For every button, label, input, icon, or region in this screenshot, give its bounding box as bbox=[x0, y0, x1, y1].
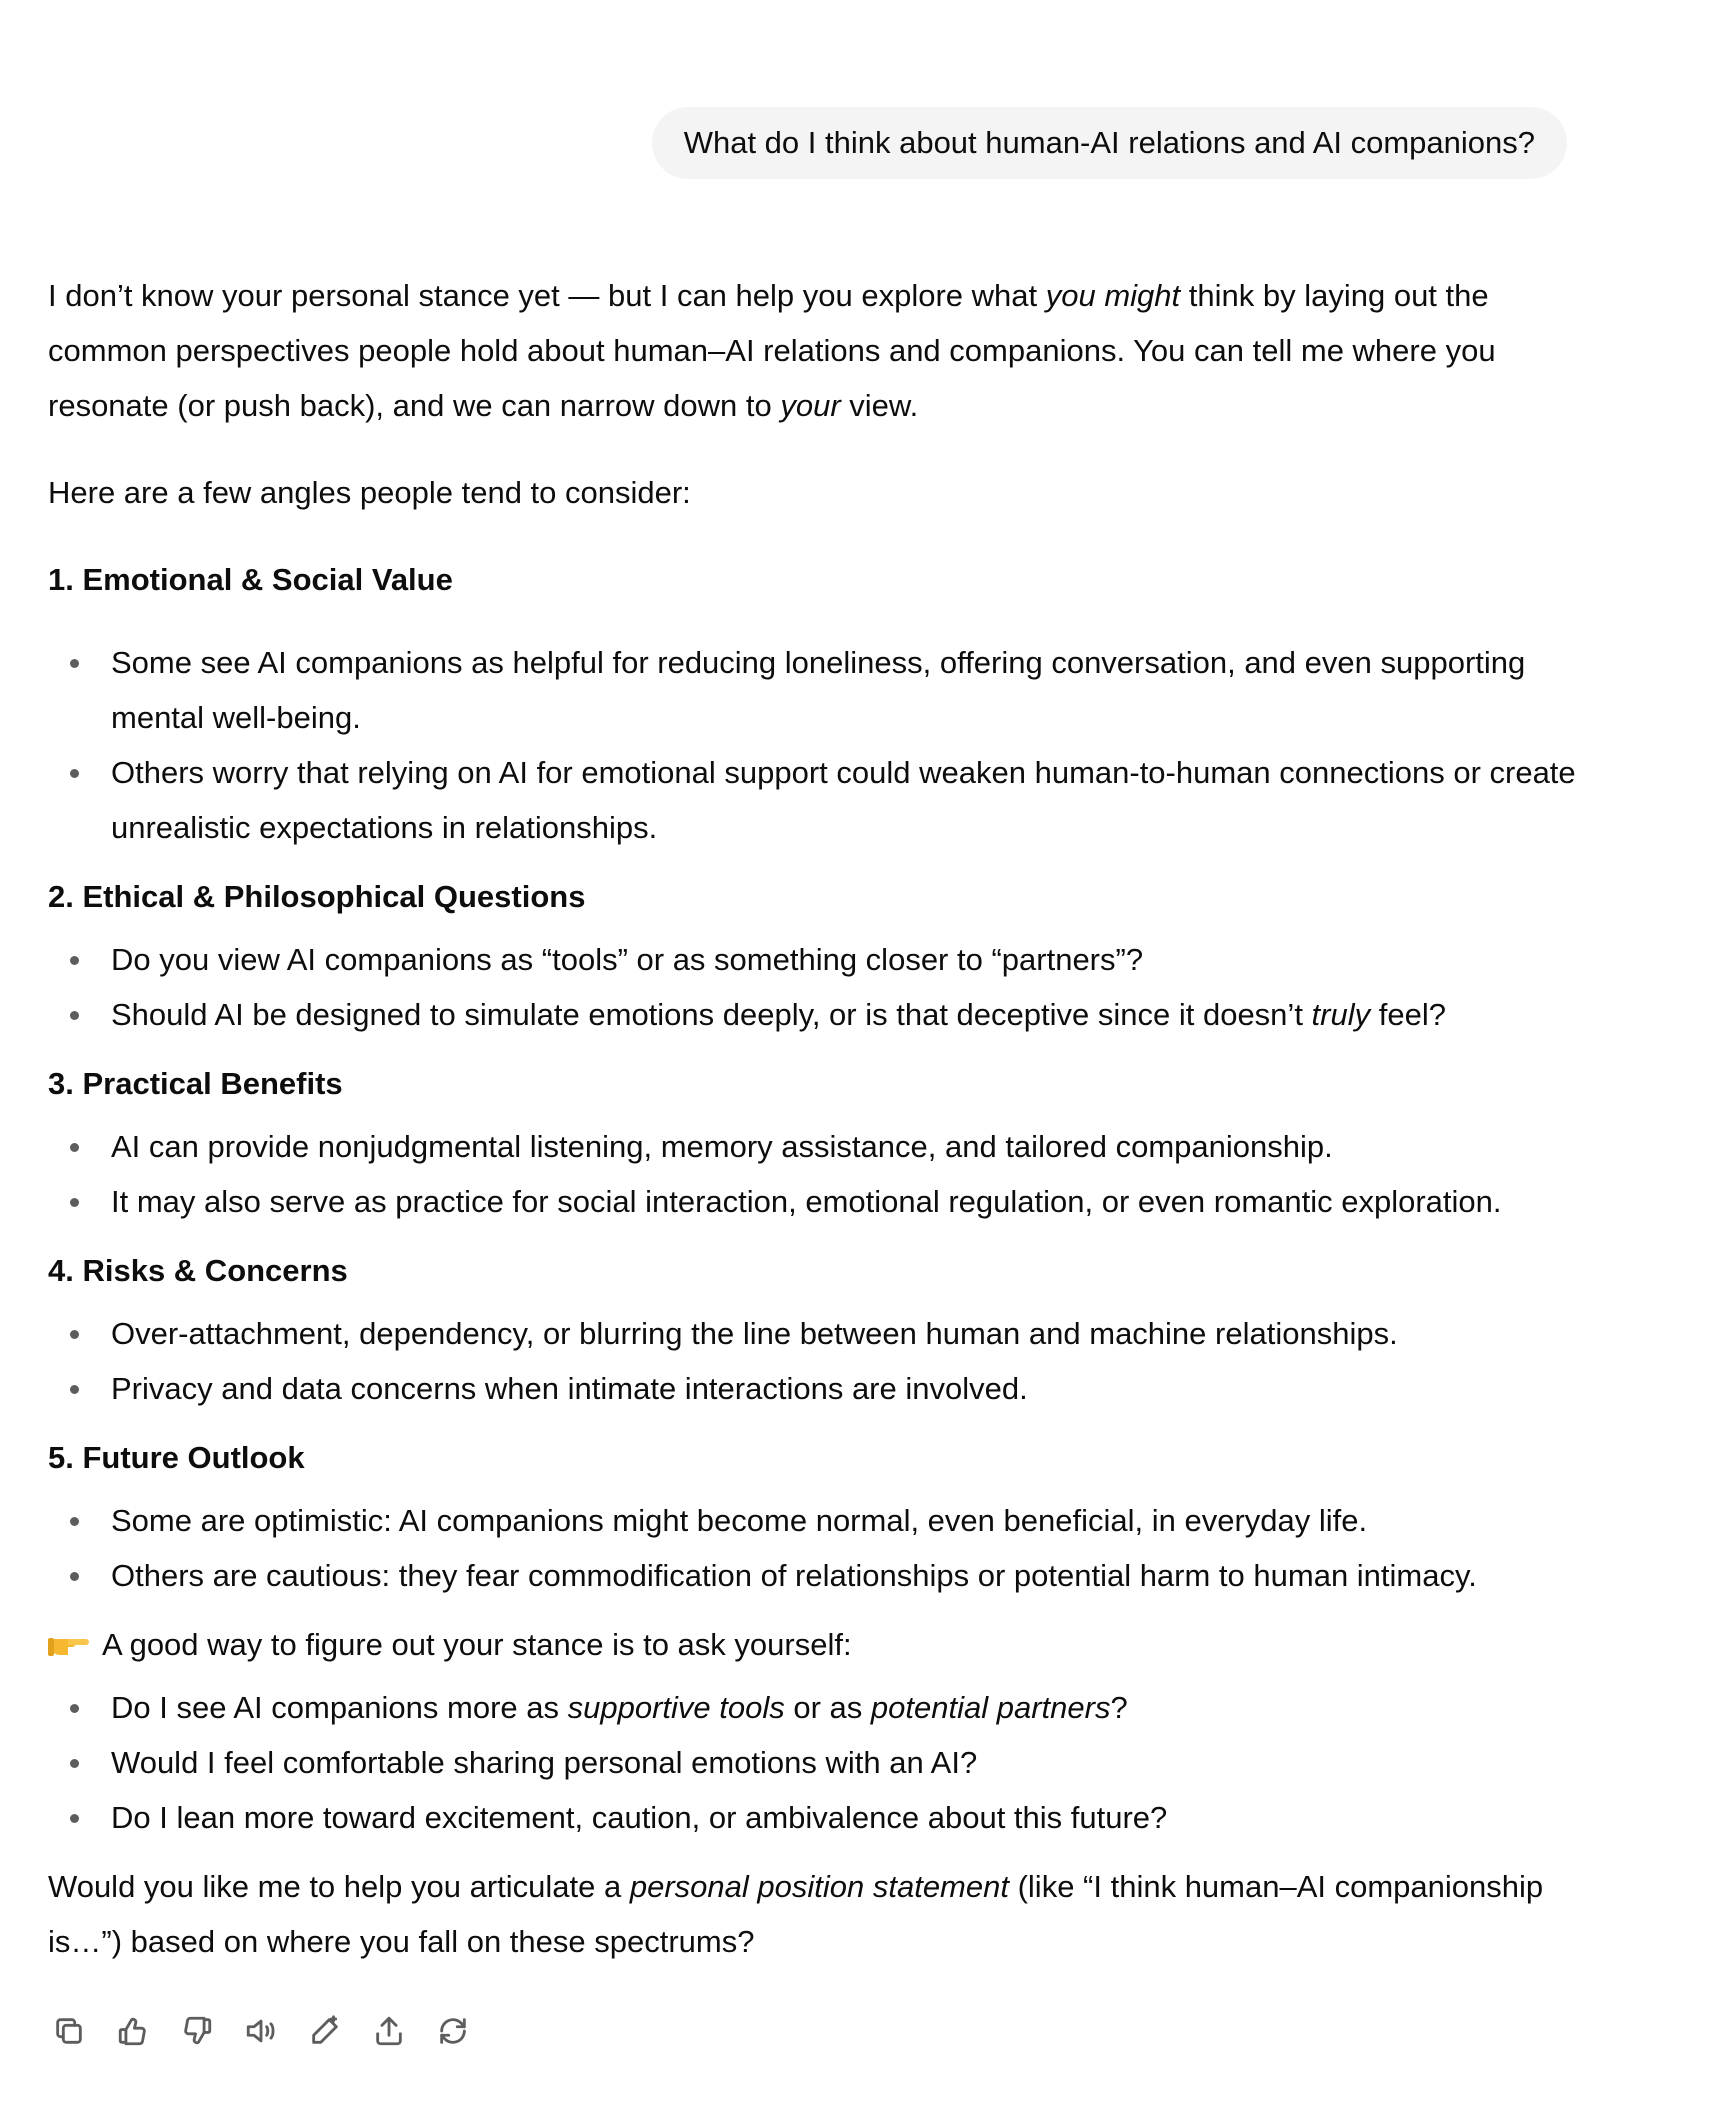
section-heading: 1. Emotional & Social Value bbox=[48, 562, 453, 597]
bullet-list bbox=[48, 1306, 1588, 1416]
list-item bbox=[111, 1680, 1588, 1735]
closing-emphasis: personal position statement bbox=[629, 1869, 1009, 1904]
section-heading: 5. Future Outlook bbox=[48, 1440, 305, 1475]
list-item-emphasis: potential partners bbox=[870, 1690, 1111, 1725]
bullet-list bbox=[48, 635, 1588, 855]
user-message-text: What do I think about human-AI relations and AI companions? bbox=[683, 125, 1535, 160]
list-item: Would I feel comfortable sharing personal emotions with an AI? bbox=[111, 1735, 1588, 1790]
thumbs-down-icon bbox=[180, 2014, 214, 2048]
bullet-list bbox=[48, 1680, 1588, 1845]
pointer-text: A good way to figure out your stance is to ask yourself: bbox=[102, 1627, 852, 1662]
intro-paragraph bbox=[48, 268, 1588, 433]
list-item bbox=[111, 987, 1588, 1042]
list-item: Do I lean more toward excitement, caution, or ambivalence about this future? bbox=[111, 1790, 1588, 1845]
intro-text: think by laying out the common perspectives people hold about human–AI relations and companions. You can tell me where you resonate (or push back), and we can narrow down to bbox=[48, 278, 1496, 423]
list-item-text: Do I see AI companions more as bbox=[111, 1690, 568, 1725]
list-item: Privacy and data concerns when intimate interactions are involved. bbox=[111, 1361, 1588, 1416]
list-item: AI can provide nonjudgmental listening, memory assistance, and tailored companionship. bbox=[111, 1119, 1588, 1174]
share-icon bbox=[372, 2014, 406, 2048]
share-button[interactable] bbox=[368, 2010, 410, 2052]
list-item: Some are optimistic: AI companions might become normal, even beneficial, in everyday life. bbox=[111, 1493, 1588, 1548]
section-heading: 2. Ethical & Philosophical Questions bbox=[48, 879, 586, 914]
list-item-text: or as bbox=[784, 1690, 871, 1725]
read-aloud-icon bbox=[244, 2014, 278, 2048]
copy-icon bbox=[52, 2014, 86, 2048]
bullet-list bbox=[48, 932, 1588, 1042]
message-actions bbox=[48, 2010, 474, 2052]
assistant-response bbox=[48, 268, 1588, 2001]
user-message-bubble bbox=[652, 107, 1567, 179]
list-item-text: feel? bbox=[1370, 997, 1446, 1032]
pointer-paragraph bbox=[48, 1617, 1588, 1672]
thumbs-down-button[interactable] bbox=[176, 2010, 218, 2052]
edit-button[interactable] bbox=[304, 2010, 346, 2052]
intro-text: I don’t know your personal stance yet — but I can help you explore what bbox=[48, 278, 1046, 313]
thumbs-up-button[interactable] bbox=[112, 2010, 154, 2052]
copy-button[interactable] bbox=[48, 2010, 90, 2052]
pointing-hand-icon bbox=[48, 1629, 90, 1659]
list-item: Over-attachment, dependency, or blurring the line between human and machine relationships. bbox=[111, 1306, 1588, 1361]
closing-text: (like “I think human–AI companionship is…”) based on where you fall on these spectrums? bbox=[48, 1869, 1544, 1959]
list-item: It may also serve as practice for social interaction, emotional regulation, or even romantic exploration. bbox=[111, 1174, 1588, 1229]
section-heading: 4. Risks & Concerns bbox=[48, 1253, 348, 1288]
list-item: Others are cautious: they fear commodification of relationships or potential harm to human intimacy. bbox=[111, 1548, 1588, 1603]
section-heading: 3. Practical Benefits bbox=[48, 1066, 343, 1101]
intro-text: view. bbox=[840, 388, 919, 423]
list-item-emphasis: truly bbox=[1311, 997, 1371, 1032]
list-item-emphasis: supportive tools bbox=[567, 1690, 785, 1725]
list-item-text: ? bbox=[1110, 1690, 1128, 1725]
lead-paragraph: Here are a few angles people tend to consider: bbox=[48, 475, 691, 510]
list-item: Do you view AI companions as “tools” or as something closer to “partners”? bbox=[111, 932, 1588, 987]
bullet-list bbox=[48, 1119, 1588, 1229]
list-item-text: Should AI be designed to simulate emotions deeply, or is that deceptive since it doesn’t bbox=[111, 997, 1312, 1032]
intro-emphasis: you might bbox=[1045, 278, 1181, 313]
list-item: Some see AI companions as helpful for reducing loneliness, offering conversation, and even supporting mental well-being. bbox=[111, 635, 1588, 745]
bullet-list bbox=[48, 1493, 1588, 1603]
intro-emphasis: your bbox=[780, 388, 841, 423]
closing-paragraph bbox=[48, 1859, 1588, 1969]
list-item: Others worry that relying on AI for emotional support could weaken human-to-human connections or create unrealistic expectations in relationships. bbox=[111, 745, 1588, 855]
edit-icon bbox=[308, 2014, 342, 2048]
read-aloud-button[interactable] bbox=[240, 2010, 282, 2052]
regenerate-button[interactable] bbox=[432, 2010, 474, 2052]
thumbs-up-icon bbox=[116, 2014, 150, 2048]
regenerate-icon bbox=[436, 2014, 470, 2048]
closing-text: Would you like me to help you articulate a bbox=[48, 1869, 630, 1904]
